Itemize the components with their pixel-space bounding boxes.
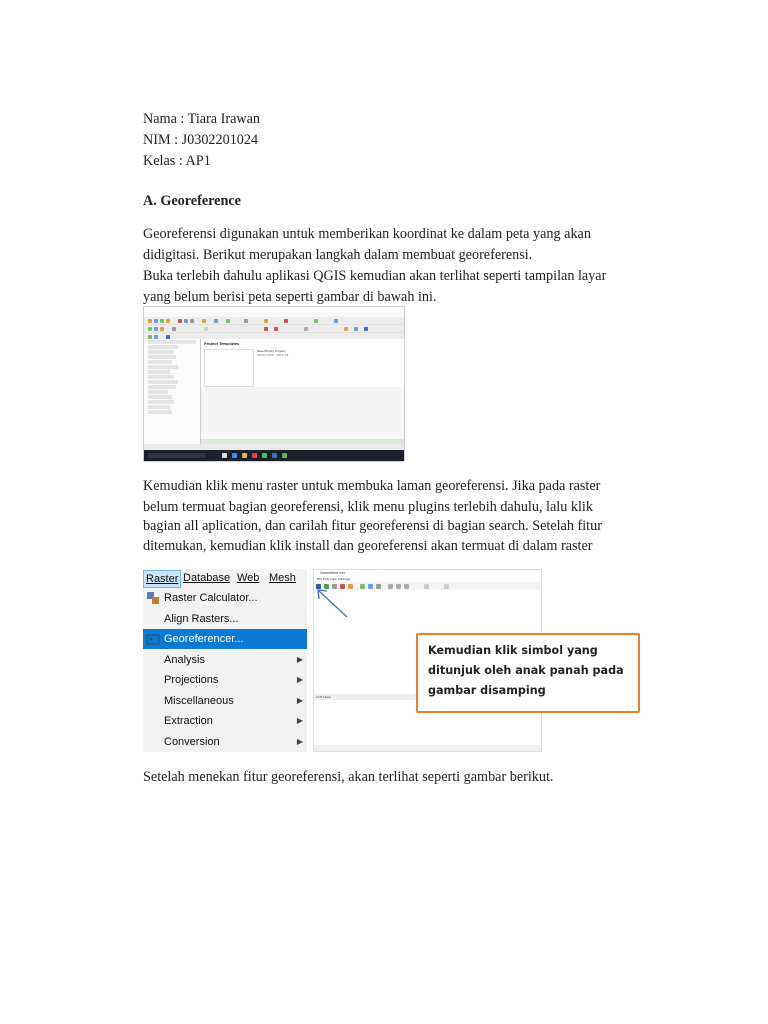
submenu-arrow-icon: ▶ xyxy=(296,716,303,725)
qgis-toolbar-1 xyxy=(144,317,404,325)
step-line-4: ditemukan, kemudian klik install dan georeferensi akan termuat di dalam raster xyxy=(143,538,593,554)
menu-web[interactable]: Web xyxy=(237,572,260,584)
intro-line-4: yang belum berisi peta seperti gambar di bawah ini. xyxy=(143,289,437,305)
menu-item-raster-calculator[interactable]: Raster Calculator... xyxy=(143,588,307,608)
qgis-toolbar-2 xyxy=(144,325,404,333)
submenu-arrow-icon: ▶ xyxy=(296,696,303,705)
intro-line-3: Buka terlebih dahulu aplikasi QGIS kemudian akan terlihat seperti tampilan layar xyxy=(143,268,607,284)
step-line-2: belum termuat bagian georeferensi, klik menu plugins terlebih dahulu, lalu klik xyxy=(143,499,593,515)
menu-database[interactable]: Database xyxy=(183,572,231,584)
menu-item-conversion[interactable]: Conversion ▶ xyxy=(143,732,307,752)
qgis-browser-panel xyxy=(144,339,201,447)
submenu-arrow-icon: ▶ xyxy=(296,675,303,684)
qgis-recent-area xyxy=(201,387,404,439)
closing-line: Setelah menekan fitur georeferensi, akan terlihat seperti gambar berikut. xyxy=(143,769,554,785)
student-nim: NIM : J0302201024 xyxy=(143,132,259,148)
menu-item-projections[interactable]: Projections ▶ xyxy=(143,670,307,690)
georef-title: Georeferencer xyxy=(320,571,346,575)
intro-line-2: didigitasi. Berikut merupakan langkah dalam membuat georeferensi. xyxy=(143,247,533,263)
georeferencer-icon xyxy=(146,632,160,646)
gcp-table-label: GCP table xyxy=(314,694,541,700)
student-class: Kelas : AP1 xyxy=(143,153,211,169)
submenu-arrow-icon: ▶ xyxy=(296,737,303,746)
georef-statusbar xyxy=(314,745,541,751)
menu-mesh[interactable]: Mesh xyxy=(269,572,296,584)
menu-item-georeferencer[interactable]: Georeferencer... xyxy=(143,629,307,649)
step-line-1: Kemudian klik menu raster untuk membuka laman georeferensi. Jika pada raster xyxy=(143,478,601,494)
taskbar-search xyxy=(148,453,206,458)
menu-item-miscellaneous[interactable]: Miscellaneous ▶ xyxy=(143,691,307,711)
template-thumbnail[interactable] xyxy=(204,349,254,387)
georef-menu: File Edit View Settings xyxy=(317,577,351,581)
section-heading: A. Georeference xyxy=(143,193,241,209)
windows-taskbar xyxy=(144,450,404,461)
menu-raster[interactable]: Raster xyxy=(143,570,181,588)
qgis-screenshot xyxy=(143,306,405,462)
menu-item-align-rasters[interactable]: Align Rasters... xyxy=(164,613,239,625)
project-templates-title: Project Templates xyxy=(204,342,240,346)
new-empty-project[interactable]: New Empty Project EPSG:4326 - WGS 84 xyxy=(257,349,289,357)
menubar xyxy=(143,569,307,588)
callout-text: Kemudian klik simbol yang ditunjuk oleh anak panah pada gambar disamping xyxy=(428,644,624,697)
menu-item-extraction[interactable]: Extraction ▶ xyxy=(143,711,307,731)
student-name: Nama : Tiara Irawan xyxy=(143,111,261,127)
intro-line-1: Georeferensi digunakan untuk memberikan koordinat ke dalam peta yang akan xyxy=(143,226,591,242)
pointer-arrow-icon xyxy=(313,585,353,621)
submenu-arrow-icon: ▶ xyxy=(296,655,303,664)
menu-item-analysis[interactable]: Analysis ▶ xyxy=(143,650,307,670)
step-line-3: bagian all aplication, dan carilah fitur georeferensi di bagian search. Setelah fitur xyxy=(143,518,602,534)
calculator-icon xyxy=(146,591,160,605)
callout-box xyxy=(416,633,640,713)
raster-menu-screenshot xyxy=(143,569,307,752)
